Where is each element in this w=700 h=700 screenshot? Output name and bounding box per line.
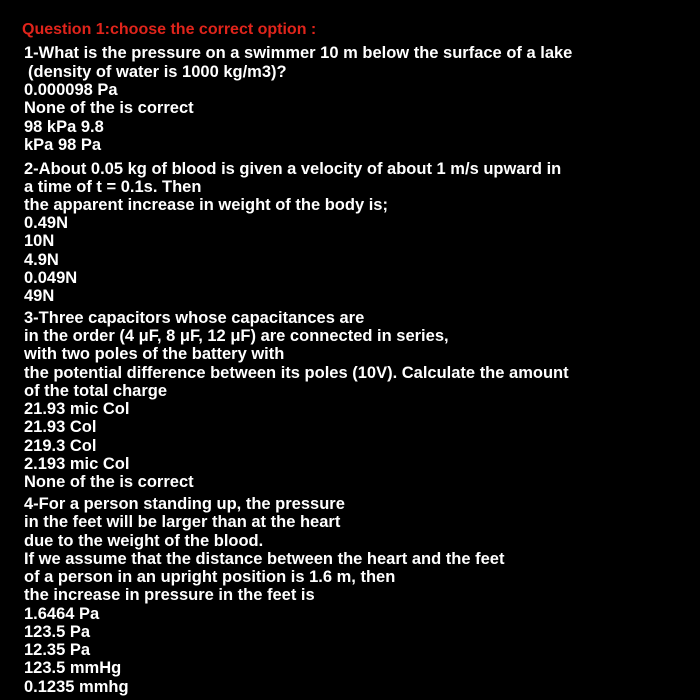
q4-option-4: 123.5 mmHg: [24, 659, 122, 677]
q2-stem-line-2: a time of t = 0.1s. Then: [24, 178, 202, 196]
q3-stem-line-1: 3-Three capacitors whose capacitances are: [24, 309, 365, 327]
q4-option-2: 123.5 Pa: [24, 623, 91, 641]
q4-stem-line-2: in the feet will be larger than at the heart: [24, 513, 341, 531]
q1-stem-line-2: (density of water is 1000 kg/m3)?: [28, 63, 287, 81]
q1-option-1: 0.000098 Pa: [24, 81, 118, 99]
q3-option-4: 2.193 mic Col: [24, 455, 130, 473]
q4-stem-line-1: 4-For a person standing up, the pressure: [24, 495, 345, 513]
q4-stem-line-5: of a person in an upright position is 1.6 m, then: [24, 568, 396, 586]
q1-option-3: 98 kPa 9.8: [24, 118, 104, 136]
q4-option-1: 1.6464 Pa: [24, 605, 100, 623]
q2-option-5: 49N: [24, 287, 55, 305]
q3-option-2: 21.93 Col: [24, 418, 97, 436]
q2-stem-line-3: the apparent increase in weight of the body is;: [24, 196, 388, 214]
q3-option-3: 219.3 Col: [24, 437, 97, 455]
q2-option-1: 0.49N: [24, 214, 69, 232]
q1-option-2: None of the is correct: [24, 99, 194, 117]
q4-stem-line-3: due to the weight of the blood.: [24, 532, 264, 550]
q2-option-2: 10N: [24, 232, 55, 250]
q1-option-4: kPa 98 Pa: [24, 136, 102, 154]
q4-stem-line-6: the increase in pressure in the feet is: [24, 586, 315, 604]
q3-stem-line-4: the potential difference between its poles (10V). Calculate the amount: [24, 364, 569, 382]
question-header: Question 1:choose the correct option :: [22, 21, 317, 38]
q2-option-3: 4.9N: [24, 251, 59, 269]
q3-option-1: 21.93 mic Col: [24, 400, 130, 418]
q1-stem-line-1: 1-What is the pressure on a swimmer 10 m below the surface of a lake: [24, 44, 573, 62]
q2-option-4: 0.049N: [24, 269, 78, 287]
q4-option-5: 0.1235 mmhg: [24, 678, 129, 696]
q2-stem-line-1: 2-About 0.05 kg of blood is given a velocity of about 1 m/s upward in: [24, 160, 562, 178]
q3-stem-line-5: of the total charge: [24, 382, 168, 400]
q3-stem-line-2: in the order (4 μF, 8 μF, 12 μF) are connected in series,: [24, 327, 449, 345]
q3-option-5: None of the is correct: [24, 473, 194, 491]
q4-stem-line-4: If we assume that the distance between the heart and the feet: [24, 550, 505, 568]
q3-stem-line-3: with two poles of the battery with: [24, 345, 285, 363]
q4-option-3: 12.35 Pa: [24, 641, 91, 659]
